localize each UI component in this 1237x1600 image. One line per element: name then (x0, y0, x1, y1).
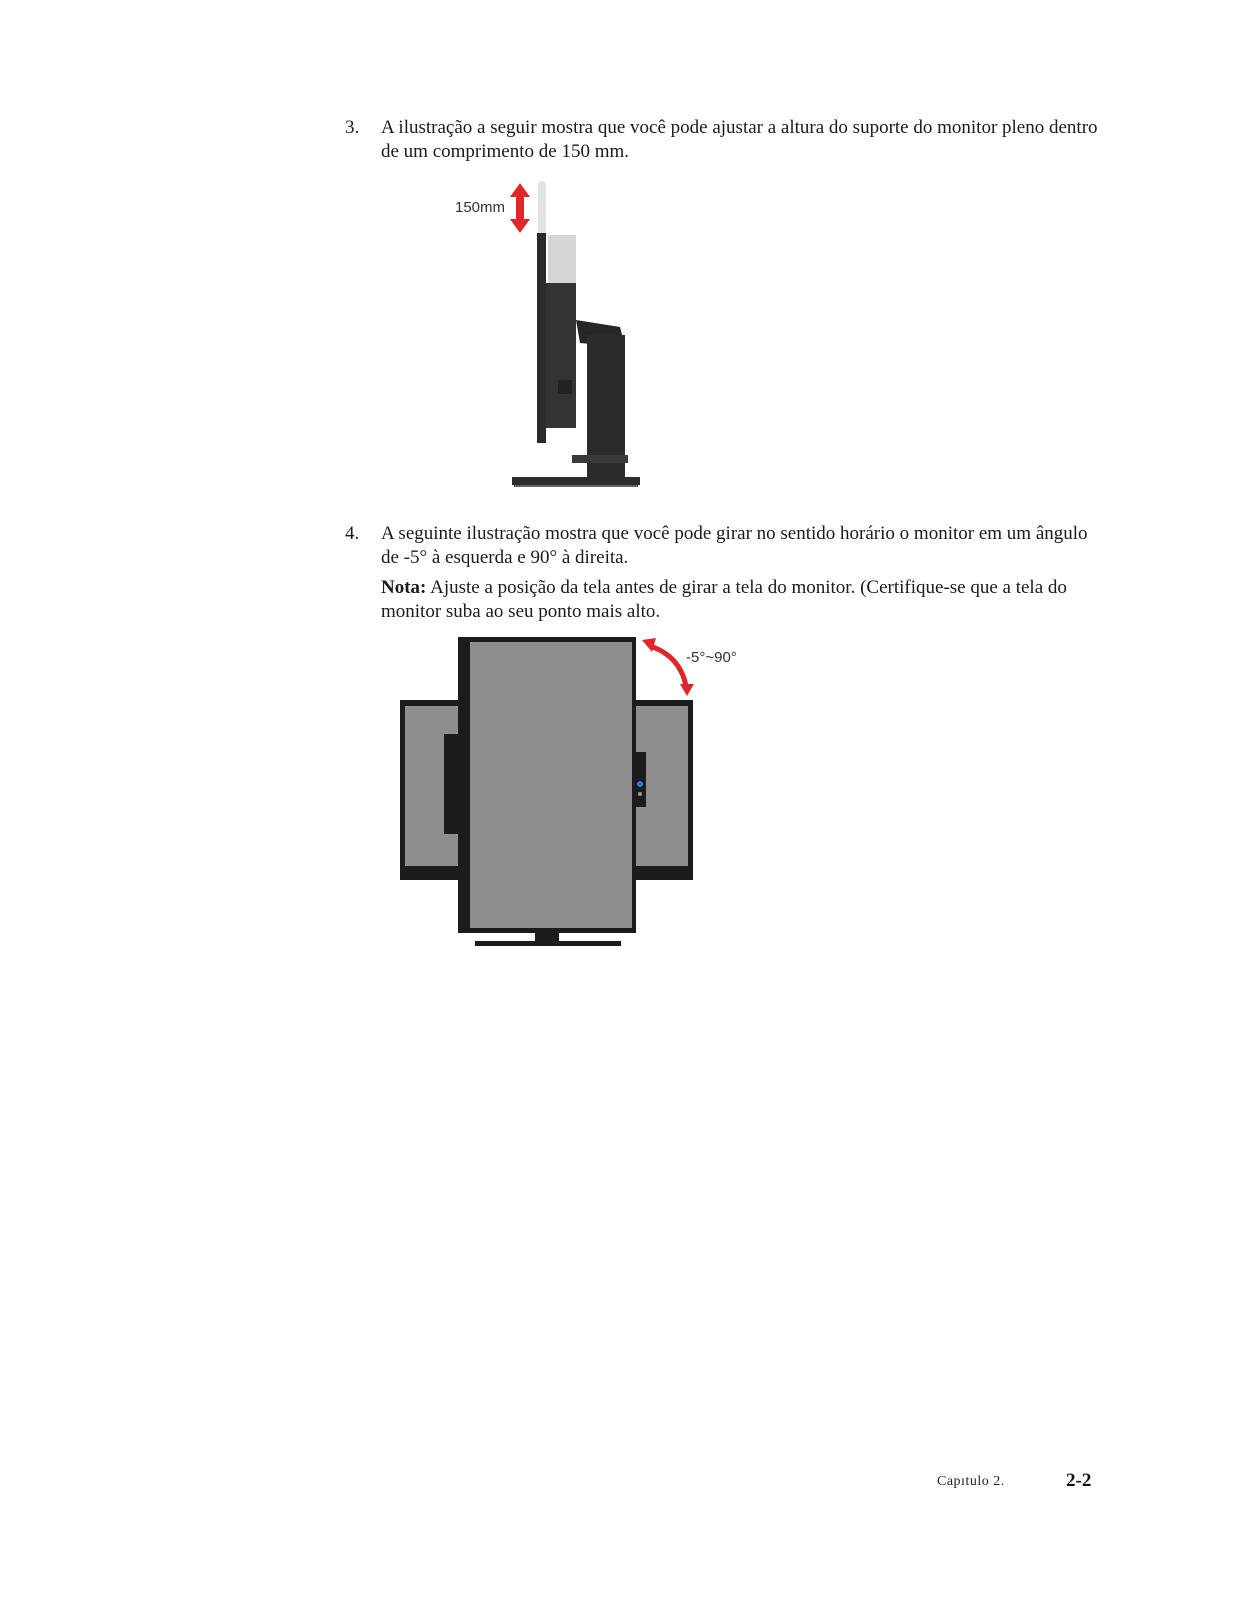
item-text: A seguinte ilustração mostra que você pode girar no sentido horário o monitor em um ângulo de -5° à esquerda e 90° à direita. (381, 523, 1088, 568)
rotation-arrow-icon (642, 638, 694, 696)
height-adjust-figure (440, 175, 660, 495)
item-text: A ilustração a seguir mostra que você pode ajustar a altura do suporte do monitor pleno dentro de um comprimento de 150 mm. (381, 117, 1098, 162)
page-number: 2-2 (1066, 1470, 1092, 1491)
note-label: Nota: (381, 577, 427, 598)
height-arrow-icon (510, 183, 530, 233)
item-number: 4. (345, 523, 360, 544)
pivot-rotation-figure (398, 634, 758, 954)
footer-chapter: Capıtulo 2. (937, 1474, 1005, 1489)
item-number: 3. (345, 117, 360, 138)
angle-label: -5°~90° (686, 649, 737, 666)
note-text: Ajuste a posição da tela antes de girar a tela do monitor. (Certifique-se que a tela do monitor suba ao seu ponto mais alto. (381, 577, 1067, 622)
height-label: 150mm (455, 199, 506, 216)
note (381, 576, 1106, 624)
